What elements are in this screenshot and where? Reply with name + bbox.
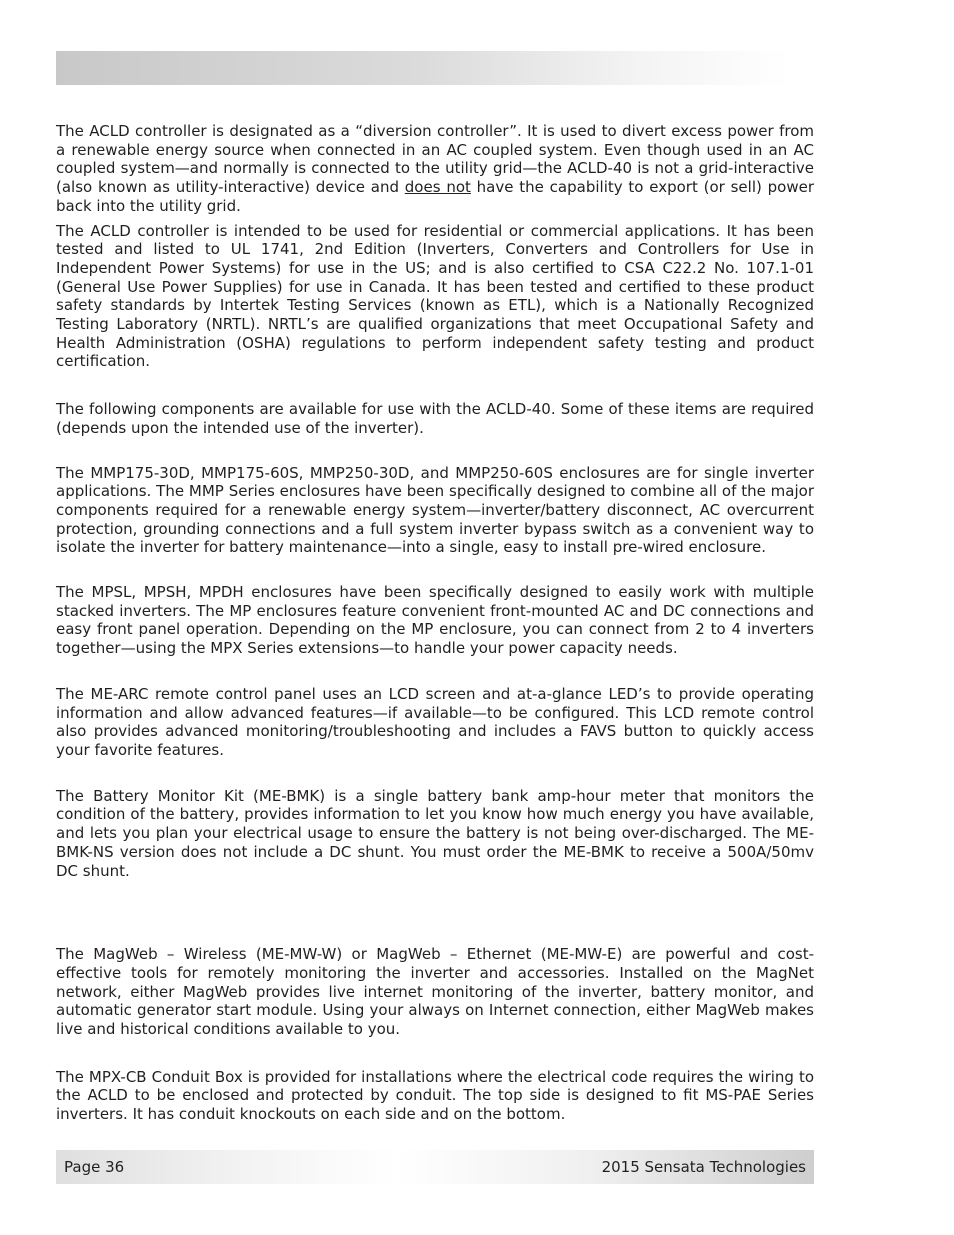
- paragraph-me-arc: The ME-ARC remote control panel uses an LCD screen and at-a-glance LED’s to provide operating information and allow advanced features—if available—to be configured. This LCD remote control also provides advanced monitoring/troubleshooting and includes a FAVS button to quickly access your favorite features.: [56, 684, 814, 759]
- header-bar: [56, 51, 790, 85]
- paragraph-mmp-enclosures: The MMP175-30D, MMP175-60S, MMP250-30D, and MMP250-60S enclosures are for single inverter applications. The MMP Series enclosures have been specifically designed to combine all of the major components required for a renewable energy system—inverter/battery disconnect, AC overcurrent protection, grounding connections and a full system inverter bypass switch as a convenient way to isolate the inverter for battery maintenance—into a single, easy to install pre-wired enclosure.: [56, 463, 814, 557]
- does-not-underlined: does not: [404, 178, 471, 197]
- paragraph-magweb: The MagWeb – Wireless (ME-MW-W) or MagWeb – Ethernet (ME-MW-E) are powerful and cost-effective tools for remotely monitoring the inverter and accessories. Installed on the MagNet network, either MagWeb provides live internet monitoring of the inverter, battery monitor, and automatic generator start module. Using your always on Internet connection, either MagWeb makes live and historical conditions available to you.: [56, 945, 814, 1039]
- paragraph-me-bmk: The Battery Monitor Kit (ME-BMK) is a single battery bank amp-hour meter that monitors the condition of the battery, provides information to let you know how much energy you have available, and lets you plan your electrical usage to ensure the battery is not being over-discharged. The ME-BMK-NS version does not include a DC shunt. You must order the ME-BMK to receive a 500A/50mv DC shunt.: [56, 786, 814, 880]
- paragraph-acld-diversion: [56, 122, 814, 216]
- paragraph-mp-enclosures: The MPSL, MPSH, MPDH enclosures have been specifically designed to easily work with multiple stacked inverters. The MP enclosures feature convenient front-mounted AC and DC connections and easy front panel operation. Depending on the MP enclosure, you can connect from 2 to 4 inverters together—using the MPX Series extensions—to handle your power capacity needs.: [56, 583, 814, 658]
- paragraph-acld-diversion-part2: have the capability to export (or sell) power back into the utility grid.: [56, 178, 815, 215]
- paragraph-components-intro: The following components are available for use with the ACLD-40. Some of these items are required (depends upon the intended use of the inverter).: [56, 400, 814, 437]
- footer-bar: [56, 1150, 814, 1184]
- page-number: Page 36: [64, 1158, 125, 1176]
- paragraph-acld-certification: The ACLD controller is intended to be used for residential or commercial applications. It has been tested and listed to UL 1741, 2nd Edition (Inverters, Converters and Controllers for Use in Independent Power Systems) for use in the US; and is also certified to CSA C22.2 No. 107.1-01 (General Use Power Supplies) for use in Canada. It has been tested and certified to these product safety standards by Intertek Testing Services (known as ETL), which is a Nationally Recognized Testing Laboratory (NRTL). NRTL’s are qualified organizations that meet Occupational Safety and Health Administration (OSHA) regulations to perform independent safety testing and product certification.: [56, 221, 814, 371]
- footer-copyright: 2015 Sensata Technologies: [601, 1158, 806, 1176]
- paragraph-mpx-cb: The MPX-CB Conduit Box is provided for installations where the electrical code requires the wiring to the ACLD to be enclosed and protected by conduit. The top side is designed to fit MS-PAE Series inverters. It has conduit knockouts on each side and on the bottom.: [56, 1067, 814, 1124]
- paragraph-acld-diversion-part1: The ACLD controller is designated as a “diversion controller”. It is used to divert excess power from a renewable energy source when connected in an AC coupled system. Even though used in an AC coupled system—and normally is connected to the utility grid—the ACLD-40 is not a grid-interactive (also known as utility-interactive) device and: [56, 122, 814, 197]
- page-content: [56, 122, 814, 1124]
